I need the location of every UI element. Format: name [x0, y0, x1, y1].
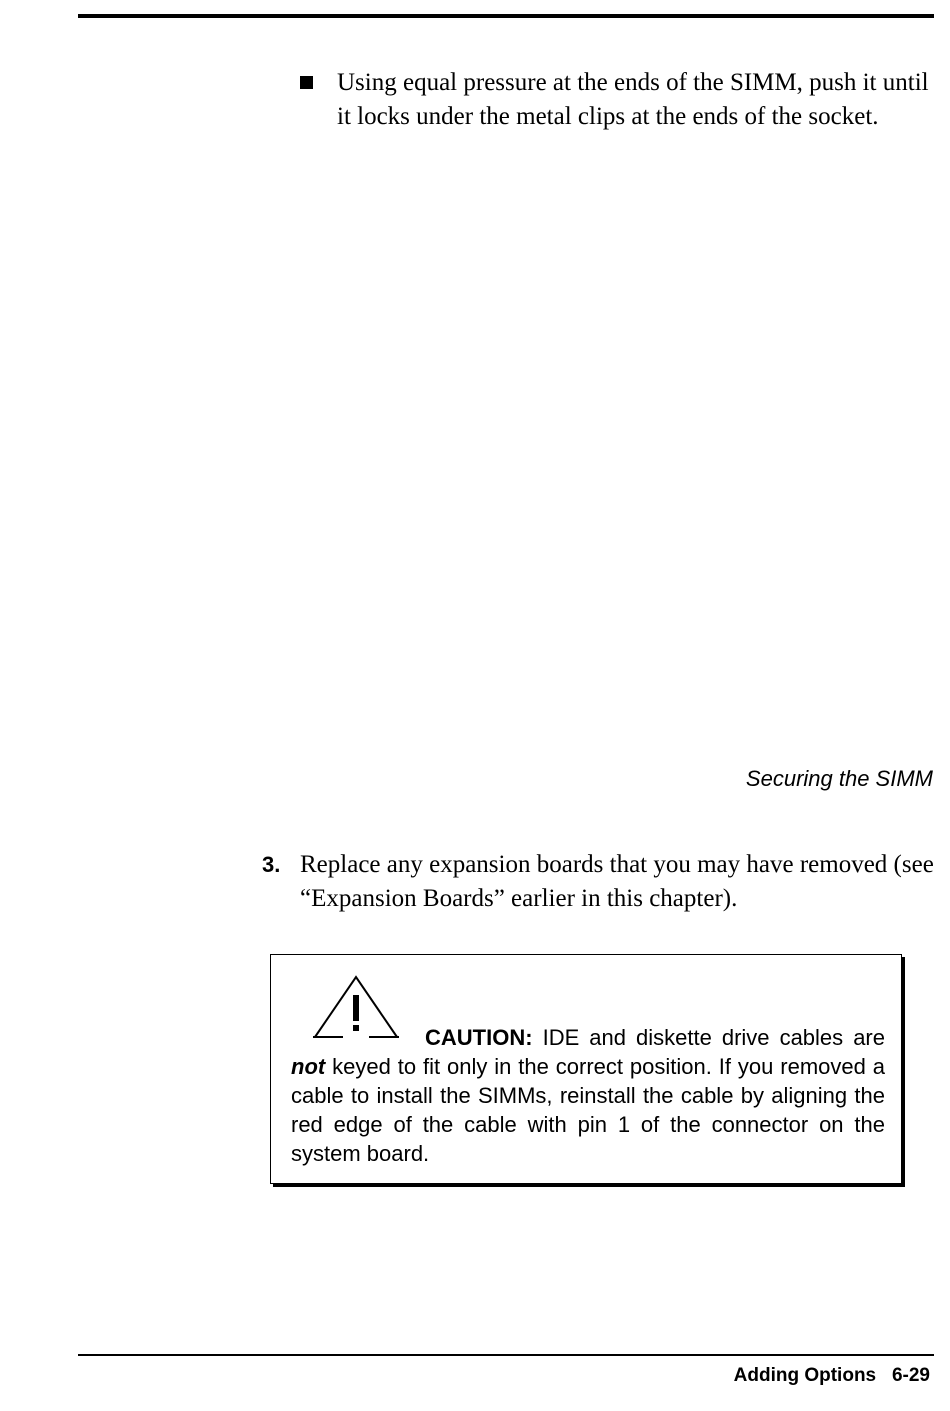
- caution-text-part-1: IDE and diskette drive cables are: [532, 1025, 885, 1050]
- caution-box: [270, 954, 902, 1184]
- page-number: 6-29: [891, 1365, 930, 1386]
- caution-text: [291, 1023, 885, 1168]
- step-text: Replace any expansion boards that you may have removed (see “Expansion Boards” earlier in this chapter).: [300, 851, 934, 912]
- page-footer: [734, 1365, 930, 1387]
- step-number: 3.: [262, 852, 281, 877]
- footer-rule: [78, 1354, 934, 1356]
- bullet-text: Using equal pressure at the ends of the SIMM, push it until it locks under the metal clips at the ends of the socket.: [337, 69, 929, 130]
- caution-emphasis: not: [291, 1054, 326, 1079]
- figure-caption: Securing the SIMM: [745, 766, 933, 791]
- caution-text-part-2: keyed to fit only in the correct position. If you removed a cable to install the SIMMs, reinstall the cable by aligning the red edge of the cable with pin 1 of the connector on the system board.: [291, 1054, 885, 1166]
- header-rule: [78, 14, 934, 18]
- caution-label: CAUTION:: [425, 1025, 533, 1050]
- square-bullet-icon: [300, 76, 313, 89]
- footer-section: Adding Options: [733, 1365, 877, 1386]
